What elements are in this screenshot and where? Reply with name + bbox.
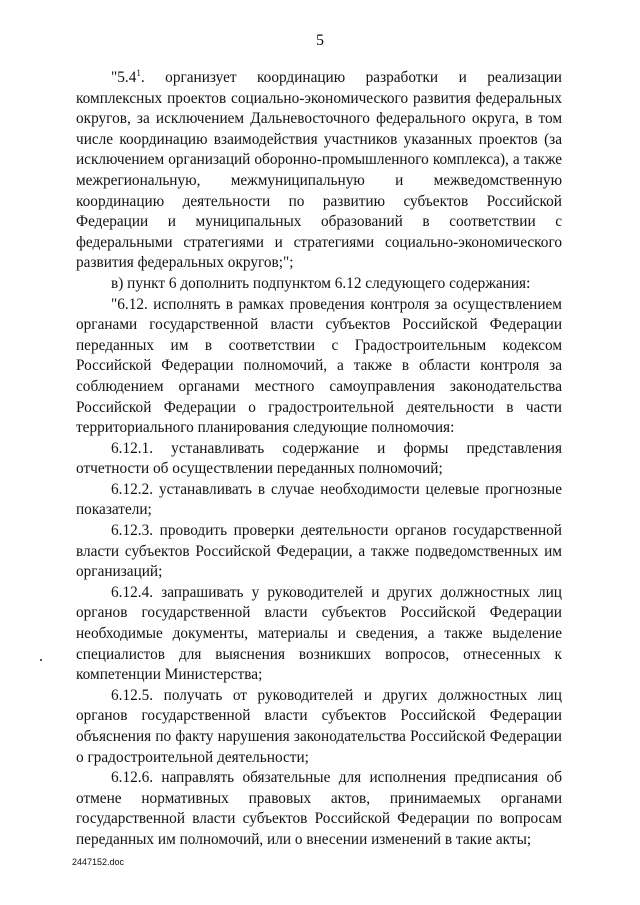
paragraph-prefix: "5.4 [111,69,137,86]
paragraph-6-12-2: 6.12.2. устанавливать в случае необходимости целевые прогнозные показатели; [76,480,562,519]
page-number: 5 [316,32,324,49]
scan-speck [40,659,42,661]
paragraph-item-v: в) пункт 6 дополнить подпунктом 6.12 следующего содержания: [111,274,531,292]
paragraph-6-12: "6.12. исполнять в рамках проведения контроля за осуществлением органами государственной власти субъектов Российской Федерации переданных им в соответствии с Градостроительным кодексом Российской Федерации полномочий, а также в области контроля за соблюдением органами местного самоуправления законодательства Российской Федерации о градостроительной деятельности в части территориального планирования следующие полномочия: [76,295,562,437]
paragraph-text: . организует координацию разработки и реализации комплексных проектов социально-экономического развития федеральных округов, за исключением Дальневосточного федерального округа, в том числе координацию взаимодействия участников указанных проектов (за исключением организаций оборонно-промышленного комплекса), а также межрегиональную, межмуниципальную и межведомственную координацию деятельности по развитию субъектов Российской Федерации и муниципальных образований в соответствии с федеральными стратегиями и стратегиями социально-экономического развития федеральных округов;"; [76,69,562,272]
document-body [76,68,562,851]
paragraph-6-12-1: 6.12.1. устанавливать содержание и формы представления отчетности об осуществлении переданных полномочий; [76,439,562,478]
paragraph-6-12-6: 6.12.6. направлять обязательные для исполнения предписания об отмене нормативных правовых актов, принимаемых органами государственной власти субъектов Российской Федерации по вопросам переданных им полномочий, или о внесении изменений в такие акты; [76,769,562,848]
document-footer-filename: 2447152.doc [72,857,125,867]
paragraph-5-4 [76,68,562,274]
superscript: 1 [136,68,141,78]
paragraph-6-12-3: 6.12.3. проводить проверки деятельности органов государственной власти субъектов Российской Федерации, а также подведомственных им организаций; [76,522,562,581]
paragraph-6-12-5: 6.12.5. получать от руководителей и других должностных лиц органов государственной власти субъектов Российской Федерации объяснения по факту нарушения законодательства Российской Федерации о градостроительной деятельности; [76,686,562,766]
paragraph-6-12-4: 6.12.4. запрашивать у руководителей и других должностных лиц органов государственной власти субъектов Российской Федерации необходимые документы, материалы и сведения, а также выделение специалистов для выяснения возникших вопросов, отнесенных к компетенции Министерства; [76,583,562,684]
